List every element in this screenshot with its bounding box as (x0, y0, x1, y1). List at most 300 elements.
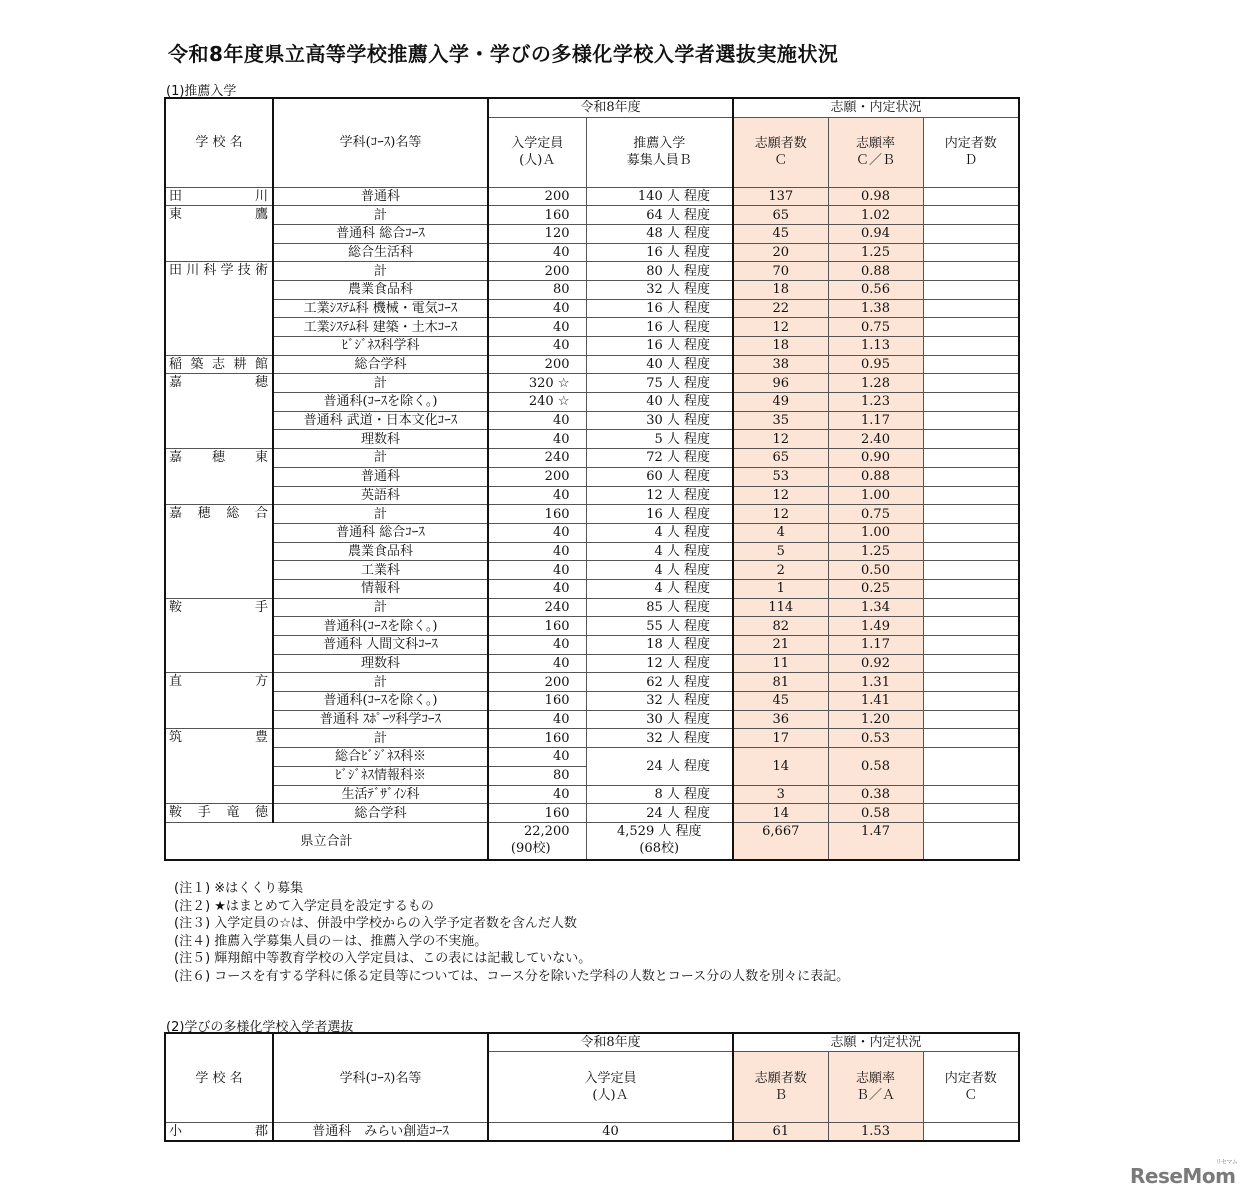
table-row (165, 692, 1019, 711)
recruit-count: 16 人 程度 (586, 299, 733, 318)
offers (923, 523, 1019, 542)
recruit-count: 62 人 程度 (586, 673, 733, 692)
note-item: (注６) コースを有する学科に係る定員等については、コース分を除いた学科の人数とコース分の人数を別々に表記。 (174, 968, 850, 984)
offers (923, 187, 1019, 206)
recruit-number: 4 (654, 581, 663, 597)
offers (923, 430, 1019, 449)
header-recruit: 推薦入学 募集人員Ｂ (586, 117, 733, 187)
table-row (165, 355, 1019, 374)
table-row (165, 430, 1019, 449)
dept-name: ﾋﾞｼﾞﾈｽ科学科 (273, 337, 488, 356)
recruit-count: 32 人 程度 (586, 729, 733, 748)
offers (923, 542, 1019, 561)
applicants: 45 (733, 692, 828, 711)
recruit-number: 4 (654, 525, 663, 541)
table-row (165, 449, 1019, 468)
header-capacity: 入学定員 (人)Ａ (488, 117, 586, 187)
table-row (165, 748, 1019, 767)
ratio: 0.58 (828, 804, 923, 823)
capacity: 160 (488, 505, 586, 524)
dept-name: 総合生活科 (273, 243, 488, 262)
recruit-count: 48 人 程度 (586, 224, 733, 243)
ratio: 1.28 (828, 374, 923, 393)
table-row (165, 579, 1019, 598)
recruit-number: 8 (654, 786, 663, 802)
capacity: 80 (488, 280, 586, 299)
offers (923, 748, 1019, 785)
ratio: 1.00 (828, 486, 923, 505)
applicants: 12 (733, 505, 828, 524)
note-item: (注４) 推薦入学募集人員の－は、推薦入学の不実施。 (174, 933, 488, 949)
applicants: 114 (733, 598, 828, 617)
applicants: 81 (733, 673, 828, 692)
applicants: 12 (733, 318, 828, 337)
applicants: 14 (733, 804, 828, 823)
dept-name: 計 (273, 598, 488, 617)
capacity: 200 (488, 355, 586, 374)
recruit-number: 30 (646, 712, 663, 728)
recruit-count: 75 人 程度 (586, 374, 733, 393)
dept-name: 総合ﾋﾞｼﾞﾈｽ科※ (273, 748, 488, 767)
offers (923, 206, 1019, 225)
dept-name: 英語科 (273, 486, 488, 505)
ratio: 1.00 (828, 523, 923, 542)
dept-name: 理数科 (273, 654, 488, 673)
recruit-count: 40 人 程度 (586, 393, 733, 412)
dept-name: 普通科 (273, 187, 488, 206)
recruit-number: 55 (646, 618, 663, 634)
offers (923, 617, 1019, 636)
applicants: 65 (733, 449, 828, 468)
ratio: 0.53 (828, 729, 923, 748)
offers (923, 280, 1019, 299)
total-recruit: 4,529 人 程度 (68校) (586, 822, 733, 860)
recruit-number: 4 (654, 543, 663, 559)
header-status-group: 志願・内定状況 (733, 98, 1019, 117)
ratio: 0.56 (828, 280, 923, 299)
table-row (165, 804, 1019, 823)
applicants: 82 (733, 617, 828, 636)
school-name: 小 郡 (165, 1123, 273, 1142)
table-row (165, 523, 1019, 542)
offers (923, 262, 1019, 281)
page-title: 令和8年度県立高等学校推薦入学・学びの多様化学校入学者選抜実施状況 (168, 42, 839, 66)
dept-name: 農業食品科 (273, 280, 488, 299)
offers (923, 505, 1019, 524)
capacity: 40 (488, 579, 586, 598)
table-row (165, 636, 1019, 655)
recruit-count: 32 人 程度 (586, 692, 733, 711)
recruit-number: 75 (646, 375, 663, 391)
applicants: 49 (733, 393, 828, 412)
table-row (165, 299, 1019, 318)
ratio: 1.38 (828, 299, 923, 318)
dept-name: 工業ｼｽﾃﾑ科 建築・土木ｺｰｽ (273, 318, 488, 337)
applicants: 65 (733, 206, 828, 225)
table-row (165, 224, 1019, 243)
ratio: 0.88 (828, 262, 923, 281)
total-row (165, 822, 1019, 860)
offers (923, 299, 1019, 318)
note-item: (注５) 輝翔館中等教育学校の入学定員は、この表には記載していない。 (174, 951, 592, 966)
offers (923, 579, 1019, 598)
recruit-number: 32 (646, 730, 663, 746)
header-dept: 学科(ｺｰｽ)名等 (273, 98, 488, 187)
recruit-number: 32 (646, 282, 663, 298)
recruit-number: 48 (646, 226, 663, 242)
recruit-number: 24 (646, 758, 663, 774)
capacity: 160 (488, 206, 586, 225)
offers (923, 785, 1019, 804)
dept-name: 普通科 武道・日本文化ｺｰｽ (273, 411, 488, 430)
recruit-number: 12 (646, 487, 663, 503)
dept-name: 普通科 みらい創造ｺｰｽ (273, 1123, 488, 1142)
school-name: 嘉 穂 東 (165, 449, 273, 505)
dept-name: 農業食品科 (273, 542, 488, 561)
applicants: 53 (733, 467, 828, 486)
ratio: 1.34 (828, 598, 923, 617)
capacity: 40 (488, 748, 586, 767)
table-row (165, 280, 1019, 299)
note-item: (注１) ※はくくり募集 (174, 881, 304, 896)
capacity: 200 (488, 187, 586, 206)
recruit-count: 18 人 程度 (586, 636, 733, 655)
offers (923, 224, 1019, 243)
total-ratio: 1.47 (828, 822, 923, 860)
dept-name: 生活ﾃﾞｻﾞｲﾝ科 (273, 785, 488, 804)
section1-label: (1)推薦入学 (166, 84, 237, 99)
note-item: (注３) 入学定員の☆は、併設中学校からの入学予定者数を含んだ人数 (174, 916, 577, 931)
note-item: (注２) ★はまとめて入学定員を設定するもの (174, 898, 434, 914)
ratio: 2.40 (828, 430, 923, 449)
recruit-count: 12 人 程度 (586, 486, 733, 505)
recruit-count: 16 人 程度 (586, 505, 733, 524)
table-row (165, 467, 1019, 486)
applicants: 22 (733, 299, 828, 318)
recruit-count: 12 人 程度 (586, 654, 733, 673)
school-name: 嘉 穂 総 合 (165, 505, 273, 598)
school-name: 嘉 穂 (165, 374, 273, 449)
resemom-logo: ReseMom リセマム (1130, 1159, 1238, 1188)
capacity: 240 ☆ (488, 393, 586, 412)
ratio: 1.41 (828, 692, 923, 711)
recruit-number: 5 (654, 431, 663, 447)
header-school: 学 校 名 (165, 98, 273, 187)
ratio: 0.75 (828, 505, 923, 524)
dept-name: 計 (273, 262, 488, 281)
notes (174, 880, 849, 985)
applicants: 1 (733, 579, 828, 598)
table-row (165, 262, 1019, 281)
recruit-count: 30 人 程度 (586, 710, 733, 729)
ratio: 1.02 (828, 206, 923, 225)
recruit-number: 30 (646, 413, 663, 429)
section2-label: (2)学びの多様化学校入学者選抜 (166, 1020, 354, 1035)
capacity: 240 (488, 598, 586, 617)
dept-name: 情報科 (273, 579, 488, 598)
ratio: 0.75 (828, 318, 923, 337)
header-year-group: 令和8年度 (488, 1033, 733, 1052)
offers (923, 804, 1019, 823)
school-name: 鞍 手 (165, 598, 273, 673)
recruit-number: 16 (646, 300, 663, 316)
dept-name: 計 (273, 374, 488, 393)
offers (923, 729, 1019, 748)
offers (923, 673, 1019, 692)
capacity: 40 (488, 486, 586, 505)
applicants: 21 (733, 636, 828, 655)
applicants: 20 (733, 243, 828, 262)
table-row (165, 598, 1019, 617)
applicants: 14 (733, 748, 828, 785)
recruit-count: 64 人 程度 (586, 206, 733, 225)
recruit-count: 4 人 程度 (586, 542, 733, 561)
applicants: 45 (733, 224, 828, 243)
capacity: 40 (488, 785, 586, 804)
recruit-count: 80 人 程度 (586, 262, 733, 281)
ratio: 1.49 (828, 617, 923, 636)
applicants: 17 (733, 729, 828, 748)
recruit-count: 40 人 程度 (586, 355, 733, 374)
total-label: 県立合計 (165, 822, 488, 860)
dept-name: 普通科 (273, 467, 488, 486)
recruit-number: 16 (646, 506, 663, 522)
ratio: 0.25 (828, 579, 923, 598)
applicants: 18 (733, 280, 828, 299)
capacity: 40 (488, 299, 586, 318)
recommendation-admission-table (164, 97, 1020, 861)
capacity: 40 (488, 1123, 733, 1142)
recruit-number: 12 (646, 656, 663, 672)
ratio: 1.25 (828, 243, 923, 262)
recruit-count: 85 人 程度 (586, 598, 733, 617)
recruit-count: 24 人 程度 (586, 804, 733, 823)
capacity: 320 ☆ (488, 374, 586, 393)
school-name: 田 川 科 学 技 術 (165, 262, 273, 355)
table-row (165, 243, 1019, 262)
recruit-number: 16 (646, 244, 663, 260)
ratio: 0.94 (828, 224, 923, 243)
total-offers (923, 822, 1019, 860)
offers (923, 337, 1019, 356)
capacity: 160 (488, 729, 586, 748)
offers (923, 374, 1019, 393)
dept-name: 総合学科 (273, 804, 488, 823)
recruit-number: 80 (646, 263, 663, 279)
dept-name: 普通科(ｺｰｽを除く。) (273, 393, 488, 412)
applicants: 70 (733, 262, 828, 281)
recruit-number: 64 (646, 207, 663, 223)
capacity: 160 (488, 692, 586, 711)
ratio: 0.38 (828, 785, 923, 804)
ratio: 1.53 (828, 1123, 923, 1142)
applicants: 2 (733, 561, 828, 580)
recruit-count: 60 人 程度 (586, 467, 733, 486)
ratio: 1.31 (828, 673, 923, 692)
applicants: 61 (733, 1123, 828, 1142)
school-name: 田 川 (165, 187, 273, 206)
recruit-number: 40 (646, 394, 663, 410)
school-name: 筑 豊 (165, 729, 273, 804)
applicants: 11 (733, 654, 828, 673)
header-ratio: 志願率 Ｃ／Ｂ (828, 117, 923, 187)
table-row (165, 206, 1019, 225)
recruit-count: 5 人 程度 (586, 430, 733, 449)
offers (923, 636, 1019, 655)
dept-name: 普通科(ｺｰｽを除く。) (273, 692, 488, 711)
table-row (165, 673, 1019, 692)
dept-name: ﾋﾞｼﾞﾈｽ情報科※ (273, 766, 488, 785)
recruit-number: 62 (646, 674, 663, 690)
table-row (165, 486, 1019, 505)
applicants: 36 (733, 710, 828, 729)
table-row (165, 337, 1019, 356)
ratio: 0.92 (828, 654, 923, 673)
dept-name: 普通科 総合ｺｰｽ (273, 523, 488, 542)
school-name: 鞍 手 竜 徳 (165, 804, 273, 823)
recruit-number: 16 (646, 338, 663, 354)
capacity: 40 (488, 318, 586, 337)
offers (923, 467, 1019, 486)
recruit-number: 40 (646, 357, 663, 373)
capacity: 120 (488, 224, 586, 243)
dept-name: 工業ｼｽﾃﾑ科 機械・電気ｺｰｽ (273, 299, 488, 318)
offers (923, 598, 1019, 617)
table-row (165, 710, 1019, 729)
header-applicants: 志願者数 Ｂ (733, 1052, 828, 1123)
capacity: 40 (488, 542, 586, 561)
header-status-group: 志願・内定状況 (733, 1033, 1019, 1052)
offers (923, 486, 1019, 505)
capacity: 40 (488, 337, 586, 356)
dept-name: 工業科 (273, 561, 488, 580)
table-row (165, 561, 1019, 580)
applicants: 3 (733, 785, 828, 804)
dept-name: 計 (273, 729, 488, 748)
offers (923, 449, 1019, 468)
offers (923, 1123, 1019, 1142)
applicants: 12 (733, 430, 828, 449)
applicants: 5 (733, 542, 828, 561)
ratio: 1.17 (828, 636, 923, 655)
ratio: 1.13 (828, 337, 923, 356)
ratio: 0.90 (828, 449, 923, 468)
recruit-count: 16 人 程度 (586, 318, 733, 337)
recruit-number: 18 (646, 637, 663, 653)
school-name: 東 鷹 (165, 206, 273, 262)
applicants: 4 (733, 523, 828, 542)
ratio: 1.20 (828, 710, 923, 729)
ratio: 1.23 (828, 393, 923, 412)
recruit-count: 72 人 程度 (586, 449, 733, 468)
dept-name: 計 (273, 673, 488, 692)
capacity: 40 (488, 710, 586, 729)
capacity: 160 (488, 804, 586, 823)
recruit-count: 24 人 程度 (586, 748, 733, 785)
applicants: 35 (733, 411, 828, 430)
offers (923, 243, 1019, 262)
recruit-number: 4 (654, 562, 663, 578)
capacity: 40 (488, 411, 586, 430)
ratio: 1.17 (828, 411, 923, 430)
recruit-count: 4 人 程度 (586, 523, 733, 542)
header-applicants: 志願者数 Ｃ (733, 117, 828, 187)
ratio: 0.50 (828, 561, 923, 580)
capacity: 40 (488, 636, 586, 655)
table-body (165, 187, 1019, 860)
offers (923, 561, 1019, 580)
header-school: 学 校 名 (165, 1033, 273, 1123)
table-row (165, 729, 1019, 748)
applicants: 96 (733, 374, 828, 393)
dept-name: 計 (273, 206, 488, 225)
diverse-learning-admission-table (164, 1032, 1020, 1142)
offers (923, 654, 1019, 673)
dept-name: 普通科(ｺｰｽを除く。) (273, 617, 488, 636)
offers (923, 411, 1019, 430)
table-row (165, 187, 1019, 206)
capacity: 80 (488, 766, 586, 785)
capacity: 200 (488, 467, 586, 486)
header-year-group: 令和8年度 (488, 98, 733, 117)
applicants: 137 (733, 187, 828, 206)
header-offers: 内定者数 Ｃ (923, 1052, 1019, 1123)
recruit-number: 85 (646, 599, 663, 615)
capacity: 40 (488, 430, 586, 449)
recruit-number: 140 (637, 188, 663, 204)
recruit-count: 8 人 程度 (586, 785, 733, 804)
dept-name: 普通科 ｽﾎﾟｰﾂ科学ｺｰｽ (273, 710, 488, 729)
total-applicants: 6,667 (733, 822, 828, 860)
table-row (165, 374, 1019, 393)
table-row (165, 785, 1019, 804)
table-row (165, 393, 1019, 412)
table-row (165, 542, 1019, 561)
recruit-count: 30 人 程度 (586, 411, 733, 430)
table-row (165, 505, 1019, 524)
applicants: 38 (733, 355, 828, 374)
recruit-number: 72 (646, 450, 663, 466)
offers (923, 710, 1019, 729)
offers (923, 355, 1019, 374)
total-capacity: 22,200 (90校) (488, 822, 586, 860)
recruit-count: 32 人 程度 (586, 280, 733, 299)
recruit-count: 4 人 程度 (586, 579, 733, 598)
dept-name: 総合学科 (273, 355, 488, 374)
ratio: 0.58 (828, 748, 923, 785)
dept-name: 普通科 総合ｺｰｽ (273, 224, 488, 243)
recruit-count: 140 人 程度 (586, 187, 733, 206)
header-capacity: 入学定員 (人)Ａ (488, 1052, 733, 1123)
table-row (165, 654, 1019, 673)
capacity: 40 (488, 243, 586, 262)
header-dept: 学科(ｺｰｽ)名等 (273, 1033, 488, 1123)
header-offers: 内定者数 Ｄ (923, 117, 1019, 187)
school-name: 直 方 (165, 673, 273, 729)
ratio: 0.95 (828, 355, 923, 374)
ratio: 0.88 (828, 467, 923, 486)
dept-name: 計 (273, 449, 488, 468)
table-row (165, 617, 1019, 636)
ratio: 0.98 (828, 187, 923, 206)
recruit-number: 24 (646, 805, 663, 821)
applicants: 18 (733, 337, 828, 356)
capacity: 200 (488, 673, 586, 692)
table-row (165, 411, 1019, 430)
offers (923, 318, 1019, 337)
table-row (165, 1123, 1019, 1142)
capacity: 40 (488, 561, 586, 580)
